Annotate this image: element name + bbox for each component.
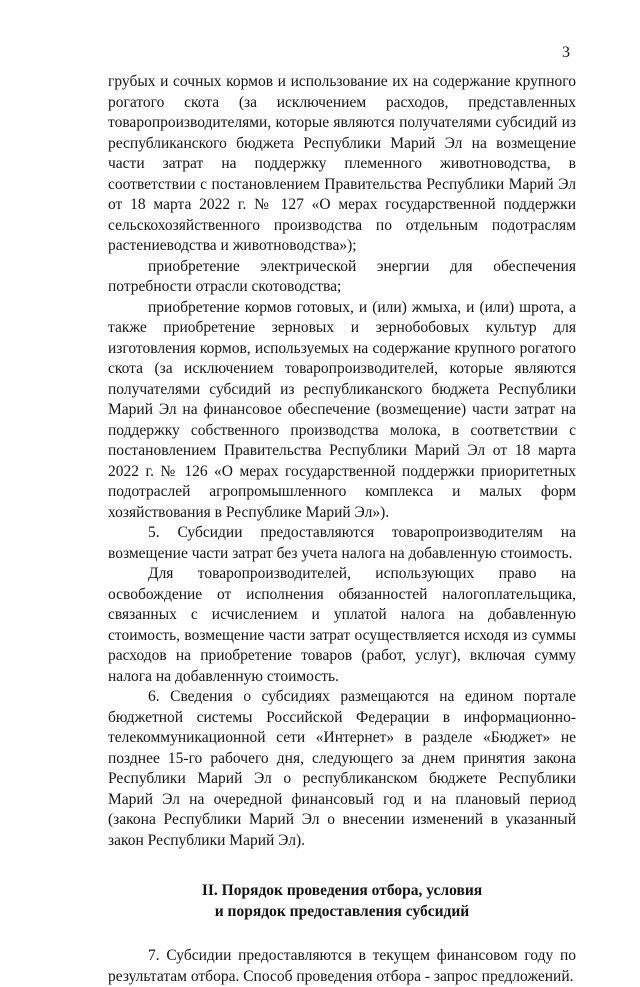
- paragraph: 5. Субсидии предоставляются товаропроизводителям на возмещение части затрат без учета налога на добавленную стоимость.: [108, 524, 576, 562]
- paragraph: Для товаропроизводителей, использующих право на освобождение от исполнения обязанностей налогоплательщика, связанных с исчислением и уплатой налога на добавленную стоимость, возмещение части затрат осуществляется исходя из суммы расходов на приобретение товаров (работ, услуг), включая сумму налога на добавленную стоимость.: [108, 565, 576, 685]
- section-heading-line-1: II. Порядок проведения отбора, условия: [201, 882, 483, 899]
- page-number: 3: [562, 44, 570, 61]
- section-heading: [108, 881, 576, 922]
- paragraph: приобретение кормов готовых, и (или) жмыха, и (или) шрота, а также приобретение зерновых и зернобобовых культур для изготовления кормов, используемых на содержание крупного рогатого скота (за исключением товаропроизводителей, которые являются получателями субсидий из республиканского бюджета Республики Марий Эл на финансовое обеспечение (возмещение) части затрат на поддержку собственного производства молока, в соответствии с постановлением Правительства Республики Марий Эл от 18 марта 2022 г. № 126 «О мерах государственной поддержки приоритетных подотраслей агропромышленного комплекса и малых форм хозяйствования в Республике Марий Эл»).: [108, 298, 576, 521]
- paragraphs-part-1: [108, 72, 576, 851]
- paragraph: 6. Сведения о субсидиях размещаются на едином портале бюджетной системы Российской Федерации в информационно-телекоммуникационной сети «Интернет» в разделе «Бюджет» не позднее 15-го рабочего дня, следующего за днем принятия закона Республики Марий Эл о республиканском бюджете Республики Марий Эл на очередной финансовый год и на плановый период (закона Республики Марий Эл о внесении изменений в указанный закон Республики Марий Эл).: [108, 688, 576, 849]
- paragraph: грубых и сочных кормов и использование их на содержание крупного рогатого скота (за исключением расходов, представленных товаропроизводителями, которые являются получателями субсидий из республиканского бюджета Республики Марий Эл на возмещение части затрат на поддержку племенного животноводства, в соответствии с постановлением Правительства Республики Марий Эл от 18 марта 2022 г. № 127 «О мерах государственной поддержки сельскохозяйственного производства по отдельным подотраслям растениеводства и животноводства»);: [108, 73, 576, 254]
- paragraph: 7. Субсидии предоставляются в текущем финансовом году по результатам отбора. Способ проведения отбора - запрос предложений.: [108, 947, 576, 985]
- paragraphs-part-2: [108, 946, 576, 987]
- body-text: [108, 72, 576, 987]
- paragraph: приобретение электрической энергии для обеспечения потребности отрасли скотоводства;: [108, 257, 576, 295]
- section-heading-line-2: и порядок предоставления субсидий: [214, 902, 470, 920]
